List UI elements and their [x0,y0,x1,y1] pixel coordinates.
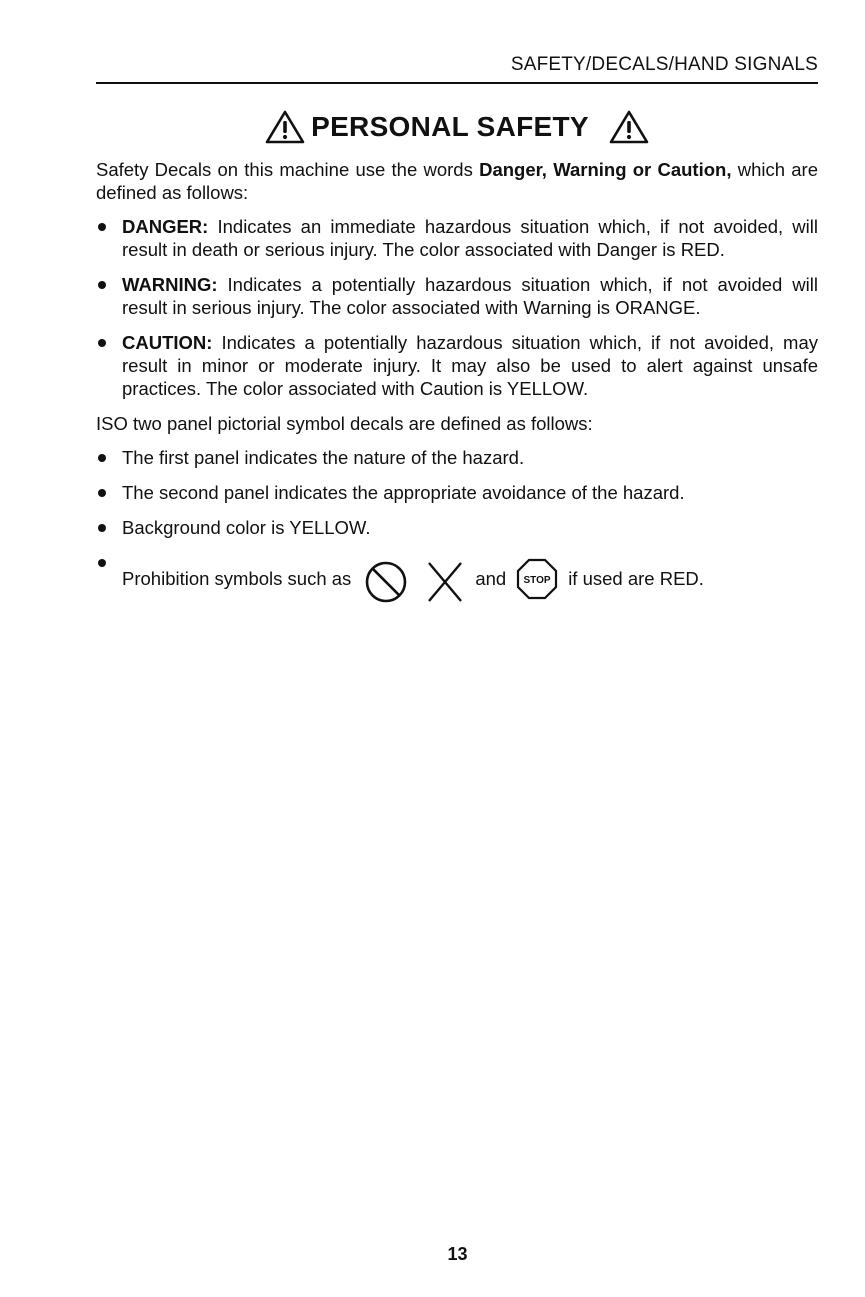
warning-definition: Indicates a potentially hazardous situation which, if not avoided will result in serious injury. The color associated with Warning is ORANGE. [122,274,818,318]
running-header [96,54,818,84]
warning-term: WARNING: [122,274,218,295]
prohibition-text-and: and [475,567,507,589]
intro-paragraph [96,158,818,204]
iso-item-prohibition [96,551,818,605]
section-title: SAFETY/DECALS/HAND SIGNALS [510,54,818,75]
caution-term: CAUTION: [122,332,213,353]
danger-definition: Indicates an immediate hazardous situation which, if not avoided, will result in death or serious injury. The color associated with Danger is RED. [122,216,818,260]
body-content [96,158,818,617]
page-number: 13 [447,1244,468,1264]
x-cross-icon [425,559,465,605]
prohibition-row [122,551,818,605]
title-text: PERSONAL SAFETY [311,111,589,142]
warning-triangle-icon [609,110,649,144]
iso-item-second-panel: The second panel indicates the appropriate avoidance of the hazard. [96,481,818,504]
page-title [96,110,818,144]
prohibition-text-after: if used are RED. [568,567,704,589]
danger-term: DANGER: [122,216,209,237]
caution-definition: Indicates a potentially hazardous situation which, if not avoided, may result in minor or moderate injury. It may also be used to alert against unsafe practices. The color associated with Caution is YELLOW. [122,332,818,399]
caution-item [96,331,818,400]
iso-item-background: Background color is YELLOW. [96,516,818,539]
intro-text: Safety Decals on this machine use the words [96,159,480,180]
stop-sign-label: STOP [523,575,551,586]
warning-triangle-icon [265,110,305,144]
danger-item [96,215,818,261]
intro-emphasis: Danger, Warning or Caution, [479,159,732,180]
warning-item [96,273,818,319]
intro-text-continued: which are defined as follows: [96,159,818,203]
iso-intro: ISO two panel pictorial symbol decals are defined as follows: [96,413,593,434]
stop-sign-icon [516,558,558,600]
prohibition-circle-icon [363,559,409,605]
prohibition-text-before: Prohibition symbols such as [122,567,352,589]
iso-item-first-panel: The first panel indicates the nature of the hazard. [96,446,818,469]
